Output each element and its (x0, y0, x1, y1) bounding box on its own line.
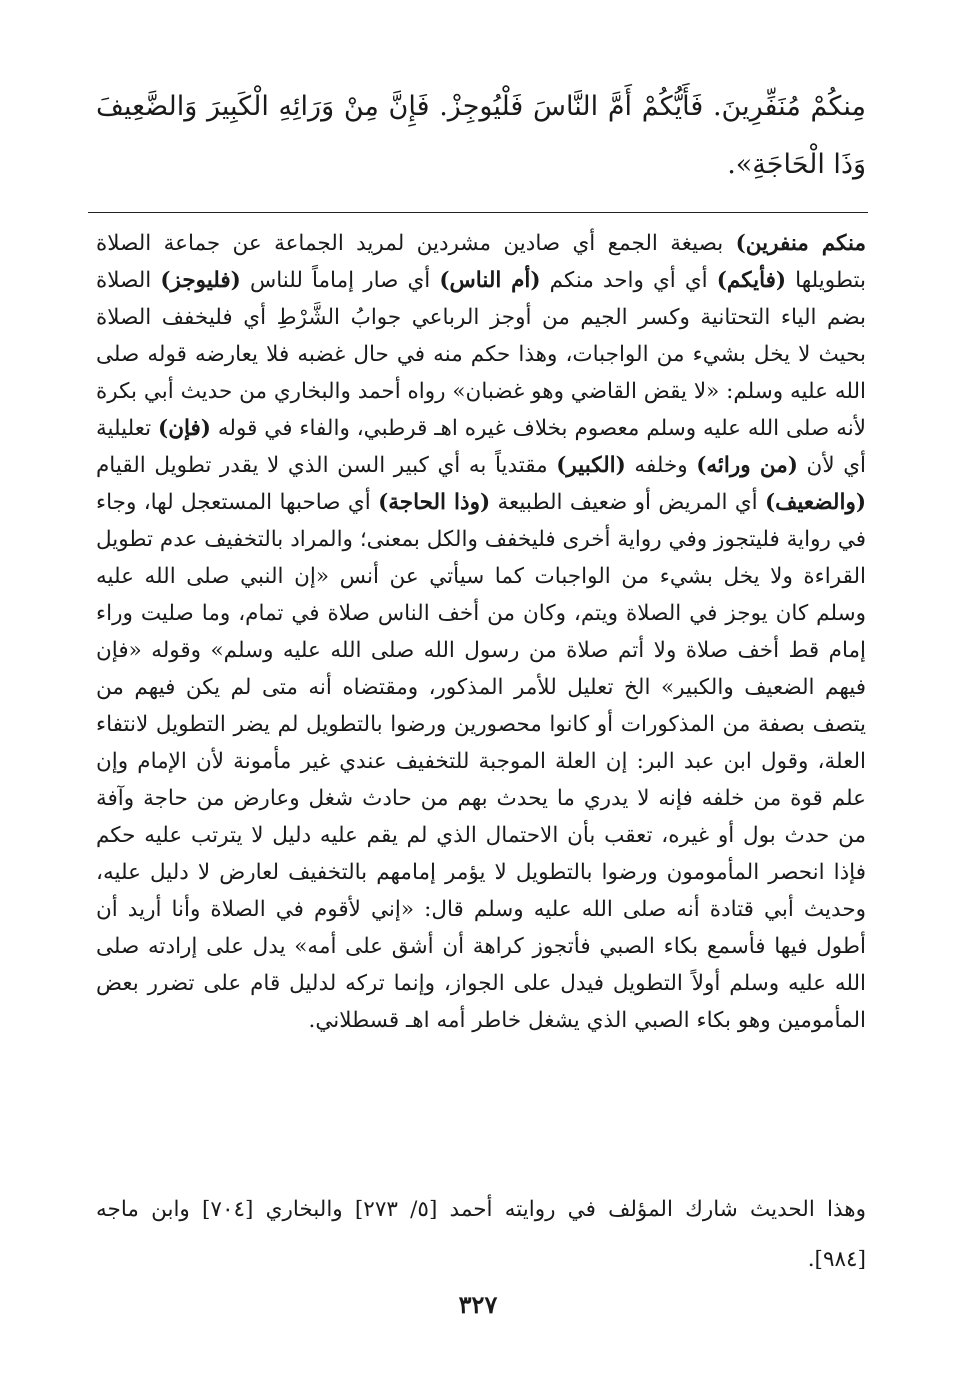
commentary-run: أي صاحبها المستعجل لها، وجاء في رواية فليتجوز وفي رواية أخرى فليخفف والكل بمعنى؛ والمراد بالتخفيف عدم تطويل القراءة ولا يخل بشيء من الواجبات كما سيأتي عن أنس «إن النبي صلى الله عليه وسلم كان يوجز في الصلاة ويتم، وكان من أخف الناس صلاة في تمام، وما صليت وراء إمام قط أخف صلاة ولا أتم صلاة من رسول الله صلى الله عليه وسلم» وقوله «فإن فيهم الضعيف والكبير» الخ تعليل للأمر المذكور، ومقتضاه أنه متى لم يكن فيهم من يتصف بصفة من المذكورات أو كانوا محصورين ورضوا بالتطويل لم يضر التطويل لانتفاء العلة، وقول ابن عبد البر: إن العلة الموجبة للتخفيف عندي غير مأمونة لأن الإمام وإن علم قوة من خلفه فإنه لا يدري ما يحدث بهم من حادث شغل وعارض من حاجة وآفة من حدث بول أو غيره، تعقب بأن الاحتمال الذي لم يقم عليه دليل لا يترتب عليه حكم فإذا انحصر المأمومون ورضوا بالتطويل لا يؤمر إمامهم بالتخفيف لعارض لا دليل عليه، وحديث أبي قتادة أنه صلى الله عليه وسلم قال: «إني لأقوم في الصلاة وأنا أريد أن أطول فيها فأسمع بكاء الصبي فأتجوز كراهة أن أشق على أمه» يدل على إرادته صلى الله عليه وسلم أولاً التطويل فيدل على الجواز، وإنما تركه لدليل قام على تضرر بعض المأمومين وهو بكاء الصبي الذي يشغل خاطر أمه اهـ قسطلاني. (96, 490, 866, 1033)
commentary-text (96, 225, 866, 1039)
commentary-run: مقتدياً به أي كبير السن الذي لا يقدر تطويل القيام (96, 453, 557, 478)
commentary-run: أي المريض أو ضعيف الطبيعة (490, 490, 765, 515)
hadith-text: مِنكُمْ مُنَفِّرِينَ. فَأَيُّكُمْ أَمَّ النَّاسَ فَلْيُوجِزْ. فَإِنَّ مِنْ وَرَائِهِ الْكَبِيرَ وَالضَّعِيفَ وَذَا الْحَاجَةِ». (96, 91, 866, 180)
page-number: ٣٢٧ (458, 1290, 498, 1319)
commentary-keyword: (وذا الحاجة) (378, 490, 491, 515)
commentary-keyword: (والضعيف) (764, 490, 866, 515)
commentary-keyword: (فأيكم) (716, 268, 787, 293)
source-note: وهذا الحديث شارك المؤلف في روايته أحمد [٥/ ٢٧٣] والبخاري [٧٠٤] وابن ماجه [٩٨٤]. (96, 1197, 866, 1272)
commentary-run: أي صار إماماً للناس (240, 268, 440, 293)
commentary-run: بصيغة الجمع أي صادين مشردين لمريد الجماعة عن جماعة الصلاة بتطويلها (96, 231, 866, 293)
commentary-keyword: (فليوجز) (160, 268, 241, 293)
commentary-keyword: (من ورائه) (696, 453, 798, 478)
commentary-keyword: (الكبير) (556, 453, 626, 478)
commentary-run: الصلاة بضم الياء التحتانية وكسر الجيم من أوجز الرباعي جوابُ الشَّرْطِ أي فليخفف الصلاة بحيث لا يخل بشيء من الواجبات، وهذا حكم منه في حال غضبه فلا يعارضه قوله صلى الله عليه وسلم: «لا يقض القاضي وهو غضبان» رواه أحمد والبخاري من حديث أبي بكرة لأنه صلى الله عليه وسلم معصوم بخلاف غيره اهـ قرطبي، والفاء في قوله (96, 268, 866, 441)
commentary-run: تعليلية أي لأن (96, 416, 867, 478)
footnote-divider (88, 212, 868, 213)
commentary-keyword: (فإن) (158, 416, 211, 441)
commentary-keyword: منكم منفرين) (735, 231, 866, 256)
commentary-keyword: (أم الناس) (439, 268, 541, 293)
commentary-run: أي أي واحد منكم (540, 268, 717, 293)
commentary-run: وخلفه (625, 453, 697, 478)
